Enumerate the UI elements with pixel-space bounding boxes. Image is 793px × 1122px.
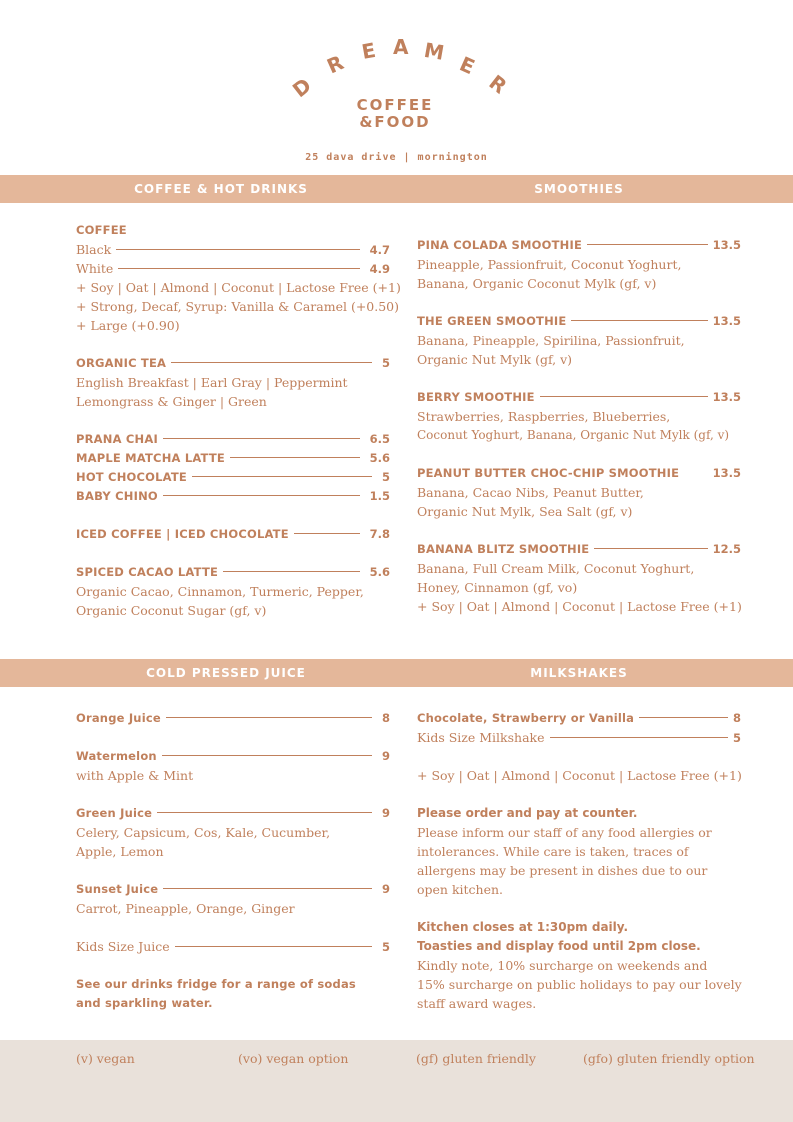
menu-item — [417, 709, 741, 728]
menu-item — [76, 525, 390, 544]
kitchen-close-notice: Kitchen closes at 1:30pm daily. — [417, 920, 629, 934]
item-desc: Organic Coconut Sugar (gf, v) — [76, 603, 267, 618]
item-name: Green Juice — [76, 806, 153, 820]
item-price: 5 — [732, 731, 741, 745]
item-desc: Honey, Cinnamon (gf, vo) — [417, 580, 578, 595]
address: 25 dava drive | mornington — [305, 152, 488, 163]
menu-item — [76, 468, 390, 487]
item-name: Watermelon — [76, 749, 157, 763]
leader-line — [223, 571, 360, 572]
menu-item — [417, 388, 741, 407]
toasties-notice: Toasties and display food until 2pm close. — [417, 939, 701, 953]
leader-line — [587, 244, 708, 245]
item-price: 9 — [381, 749, 390, 763]
item-name: Kids Size Juice — [76, 939, 170, 954]
item-desc: Organic Cacao, Cinnamon, Turmeric, Pepper, — [76, 584, 364, 599]
section-title-juice: COLD PRESSED JUICE — [146, 666, 306, 680]
item-price: 9 — [381, 882, 390, 896]
item-desc: Lemongrass & Ginger | Green — [76, 394, 267, 409]
menu-item — [76, 880, 390, 899]
item-desc: Celery, Capsicum, Cos, Kale, Cucumber, — [76, 825, 331, 840]
allergy-notice: allergens may be present in dishes due to our — [417, 863, 708, 878]
allergy-notice: Please inform our staff of any food allergies or — [417, 825, 712, 840]
leader-line — [175, 946, 372, 947]
item-desc: Banana, Cacao Nibs, Peanut Butter, — [417, 485, 644, 500]
brand-line-coffee: COFFEE — [356, 96, 434, 114]
item-name: MAPLE MATCHA LATTE — [76, 451, 225, 465]
item-name: PRANA CHAI — [76, 432, 158, 446]
menu-item — [76, 747, 390, 766]
milk-options: + Soy | Oat | Almond | Coconut | Lactose Free (+1) — [76, 280, 401, 295]
brand-logo-arc — [286, 34, 516, 104]
item-price: 13.5 — [712, 238, 741, 252]
coffee-extras: + Strong, Decaf, Syrup: Vanilla & Caramel (+0.50) — [76, 299, 399, 314]
item-name: SPICED CACAO LATTE — [76, 565, 219, 579]
item-price: 5.6 — [369, 451, 390, 465]
item-price: 7.8 — [369, 527, 390, 541]
menu-item — [417, 236, 741, 255]
item-name: PINA COLADA SMOOTHIE — [417, 238, 583, 252]
brand-letter: R — [484, 70, 512, 99]
item-desc: English Breakfast | Earl Gray | Peppermint — [76, 375, 348, 390]
milk-options: + Soy | Oat | Almond | Coconut | Lactose Free (+1) — [417, 599, 742, 614]
milkshake-column — [417, 709, 741, 1013]
leader-line — [157, 812, 372, 813]
leader-line — [571, 320, 707, 321]
item-price: 12.5 — [712, 542, 741, 556]
smoothies-column — [417, 236, 741, 616]
brand-letter: E — [456, 51, 479, 80]
item-price: 5 — [381, 940, 390, 954]
surcharge-notice: 15% surcharge on public holidays to pay our lovely — [417, 977, 742, 992]
fridge-note: See our drinks fridge for a range of sodas — [76, 977, 356, 991]
menu-item — [76, 430, 390, 449]
milk-options: + Soy | Oat | Almond | Coconut | Lactose Free (+1) — [417, 768, 742, 783]
menu-item — [76, 354, 390, 373]
menu-item — [417, 540, 741, 559]
order-notice: Please order and pay at counter. — [417, 806, 638, 820]
item-name: HOT CHOCOLATE — [76, 470, 187, 484]
leader-line — [166, 717, 372, 718]
item-name: Sunset Juice — [76, 882, 159, 896]
menu-item — [76, 259, 390, 278]
item-name: BABY CHINO — [76, 489, 158, 503]
allergy-notice: intolerances. While care is taken, traces of — [417, 844, 689, 859]
item-name: PEANUT BUTTER CHOC-CHIP SMOOTHIE — [417, 466, 680, 480]
coffee-large: + Large (+0.90) — [76, 318, 180, 333]
item-name: Black — [76, 242, 112, 257]
coffee-column — [76, 221, 401, 620]
menu-item — [76, 563, 390, 582]
leader-line — [171, 362, 372, 363]
brand-line-food: &FOOD — [359, 113, 431, 131]
item-desc: Banana, Full Cream Milk, Coconut Yoghurt, — [417, 561, 695, 576]
item-name: Kids Size Milkshake — [417, 730, 545, 745]
dietary-legend — [0, 1040, 793, 1122]
item-desc: Pineapple, Passionfruit, Coconut Yoghurt, — [417, 257, 682, 272]
item-desc: Banana, Pineapple, Spirilina, Passionfruit, — [417, 333, 685, 348]
item-desc: Organic Nut Mylk, Sea Salt (gf, v) — [417, 504, 633, 519]
item-name: BERRY SMOOTHIE — [417, 390, 535, 404]
section-title-milkshakes: MILKSHAKES — [530, 666, 628, 680]
section-title-coffee: COFFEE & HOT DRINKS — [134, 182, 308, 196]
item-desc: Organic Nut Mylk (gf, v) — [417, 352, 573, 367]
item-price: 4.9 — [369, 262, 390, 276]
item-price: 13.5 — [712, 314, 741, 328]
item-price: 5.6 — [369, 565, 390, 579]
item-name: Chocolate, Strawberry or Vanilla — [417, 711, 635, 725]
item-price: 5 — [381, 470, 390, 484]
menu-item — [76, 709, 390, 728]
leader-line — [639, 717, 728, 718]
section-band-top — [0, 175, 793, 203]
coffee-heading: COFFEE — [76, 223, 127, 237]
section-title-smoothies: SMOOTHIES — [534, 182, 624, 196]
menu-item — [417, 464, 741, 483]
item-price: 13.5 — [712, 390, 741, 404]
brand-letter: R — [323, 50, 348, 79]
leader-line — [594, 548, 707, 549]
brand-letter: M — [422, 37, 446, 65]
legend-vegan: (v) vegan — [76, 1051, 135, 1066]
menu-item — [76, 937, 390, 956]
item-price: 8 — [381, 711, 390, 725]
item-desc: Coconut Yoghurt, Banana, Organic Nut Mylk (gf, v) — [417, 428, 730, 442]
item-price: 5 — [381, 356, 390, 370]
brand-letter: D — [287, 73, 316, 103]
item-name: ICED COFFEE | ICED CHOCOLATE — [76, 527, 289, 541]
item-price: 9 — [381, 806, 390, 820]
item-price: 1.5 — [369, 489, 390, 503]
item-name: ORGANIC TEA — [76, 356, 167, 370]
item-price: 6.5 — [369, 432, 390, 446]
item-desc: with Apple & Mint — [76, 768, 194, 783]
item-desc: Strawberries, Raspberries, Blueberries, — [417, 409, 671, 424]
allergy-notice: open kitchen. — [417, 882, 504, 897]
menu-item — [76, 240, 390, 259]
brand-letter: E — [359, 37, 378, 64]
leader-line — [540, 396, 708, 397]
leader-line — [294, 533, 360, 534]
menu-item — [76, 487, 390, 506]
fridge-note: and sparkling water. — [76, 996, 213, 1010]
item-desc: Carrot, Pineapple, Orange, Ginger — [76, 901, 295, 916]
item-price: 4.7 — [369, 243, 390, 257]
legend-gluten-friendly: (gf) gluten friendly — [416, 1051, 536, 1066]
surcharge-notice: staff award wages. — [417, 996, 537, 1011]
item-name: THE GREEN SMOOTHIE — [417, 314, 567, 328]
item-desc: Banana, Organic Coconut Mylk (gf, v) — [417, 276, 657, 291]
item-price: 13.5 — [712, 466, 741, 480]
item-desc: Apple, Lemon — [76, 844, 164, 859]
item-price: 8 — [732, 711, 741, 725]
leader-line — [230, 457, 360, 458]
menu-item — [417, 312, 741, 331]
leader-line — [163, 888, 372, 889]
leader-line — [116, 249, 359, 250]
section-band-bottom — [0, 659, 793, 687]
legend-vegan-option: (vo) vegan option — [238, 1051, 349, 1066]
leader-line — [163, 438, 360, 439]
legend-gluten-friendly-option: (gfo) gluten friendly option — [583, 1051, 755, 1066]
menu-item — [76, 804, 390, 823]
leader-line — [550, 737, 728, 738]
menu-item — [76, 449, 390, 468]
item-name: BANANA BLITZ SMOOTHIE — [417, 542, 590, 556]
item-name: Orange Juice — [76, 711, 161, 725]
juice-column — [76, 709, 390, 1013]
item-name: White — [76, 261, 114, 276]
surcharge-notice: Kindly note, 10% surcharge on weekends and — [417, 958, 708, 973]
leader-line — [162, 755, 372, 756]
leader-line — [118, 268, 359, 269]
menu-item — [417, 728, 741, 747]
leader-line — [163, 495, 360, 496]
leader-line — [192, 476, 372, 477]
brand-letter: A — [393, 35, 409, 59]
